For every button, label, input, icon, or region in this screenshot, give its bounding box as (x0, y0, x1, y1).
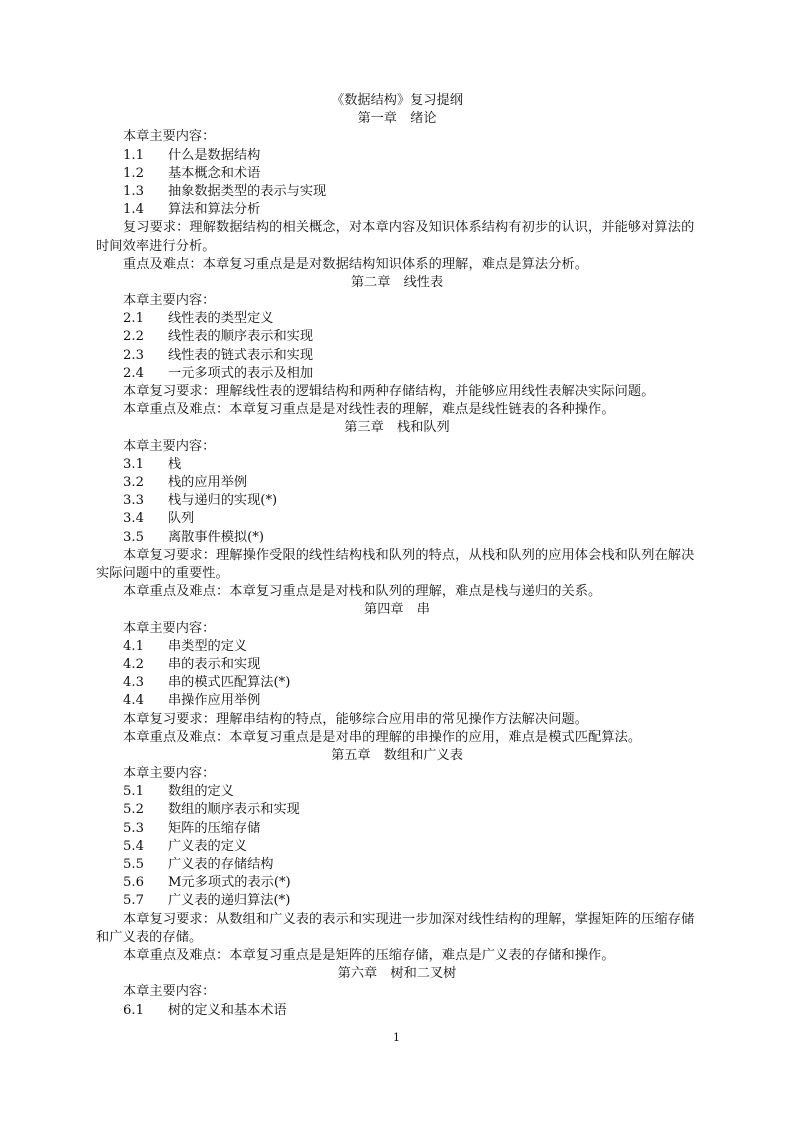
item-number: 5.3 (123, 820, 144, 836)
chapter-heading: 第二章 线性表 (350, 274, 444, 290)
list-item (96, 456, 698, 474)
chapter-intro: 本章主要内容： (123, 293, 216, 309)
list-item (96, 474, 698, 492)
chapter-2 (96, 274, 698, 420)
key-points: 本章重点及难点：本章复习重点是是对串的理解的串操作的应用，难点是模式匹配算法。 (123, 729, 642, 745)
list-item (96, 510, 698, 528)
item-number: 2.3 (123, 347, 144, 363)
item-number: 4.4 (123, 693, 144, 709)
item-text: 广义表的存储结构 (168, 857, 274, 873)
item-number: 3.4 (123, 511, 144, 527)
item-number: 3.2 (123, 475, 144, 491)
list-item (96, 656, 698, 674)
item-number: 1.2 (123, 165, 144, 181)
review-requirement: 本章复习要求：理解线性表的逻辑结构和两种存储结构，并能够应用线性表解决实际问题。 (123, 384, 655, 400)
item-number: 1.4 (123, 202, 144, 218)
chapter-heading: 第一章 绪论 (357, 111, 437, 127)
list-item (96, 201, 698, 219)
chapter-4 (96, 601, 698, 747)
list-item (96, 783, 698, 801)
review-requirement: 本章复习要求：理解串结构的特点，能够综合应用串的常见操作方法解决问题。 (123, 711, 589, 727)
item-text: M元多项式的表示(*) (168, 875, 291, 891)
chapter-heading: 第五章 数组和广义表 (331, 747, 463, 763)
key-points: 重点及难点：本章复习重点是是对数据结构知识体系的理解，难点是算法分析。 (123, 256, 589, 272)
list-item (96, 165, 698, 183)
item-number: 4.1 (123, 638, 144, 654)
item-number: 3.1 (123, 456, 144, 472)
chapter-heading: 第六章 树和二叉树 (337, 966, 457, 982)
list-item (96, 638, 698, 656)
list-item (96, 1002, 698, 1020)
list-item (96, 692, 698, 710)
page-number: 1 (393, 1031, 400, 1044)
item-number: 2.2 (123, 329, 144, 345)
key-points: 本章重点及难点：本章复习重点是是对栈和队列的理解，难点是栈与递归的关系。 (123, 584, 602, 600)
item-text: 算法和算法分析 (168, 202, 261, 218)
item-text: 串操作应用举例 (168, 693, 261, 709)
list-item (96, 838, 698, 856)
list-item (96, 183, 698, 201)
item-text: 串的表示和实现 (168, 656, 261, 672)
list-item (96, 892, 698, 910)
item-text: 一元多项式的表示及相加 (168, 365, 314, 381)
item-text: 线性表的链式表示和实现 (168, 347, 314, 363)
item-number: 6.1 (123, 1002, 144, 1018)
chapter-6 (96, 965, 698, 1020)
review-requirement: 本章复习要求：理解操作受限的线性结构栈和队列的特点，从栈和队列的应用体会栈和队列在解决实际问题中的重要性。 (96, 547, 695, 581)
chapter-intro: 本章主要内容： (123, 766, 216, 782)
chapter-heading: 第三章 栈和队列 (344, 420, 450, 436)
item-text: 线性表的类型定义 (168, 311, 274, 327)
list-item (96, 365, 698, 383)
item-text: 什么是数据结构 (168, 147, 261, 163)
chapter-heading: 第四章 串 (364, 602, 430, 618)
item-number: 1.3 (123, 183, 144, 199)
item-number: 5.7 (123, 893, 144, 909)
item-number: 4.3 (123, 675, 144, 691)
list-item (96, 310, 698, 328)
item-number: 4.2 (123, 656, 144, 672)
list-item (96, 874, 698, 892)
chapter-intro: 本章主要内容： (123, 984, 216, 1000)
list-item (96, 328, 698, 346)
item-text: 栈与递归的实现(*) (168, 493, 278, 509)
item-number: 5.6 (123, 875, 144, 891)
chapter-intro: 本章主要内容： (123, 438, 216, 454)
list-item (96, 492, 698, 510)
item-number: 5.4 (123, 838, 144, 854)
list-item (96, 820, 698, 838)
item-text: 串类型的定义 (168, 638, 248, 654)
item-number: 3.5 (123, 529, 144, 545)
list-item (96, 856, 698, 874)
item-number: 2.1 (123, 311, 144, 327)
list-item (96, 674, 698, 692)
review-requirement: 本章复习要求：从数组和广义表的表示和实现进一步加深对线性结构的理解，掌握矩阵的压缩存储和广义表的存储。 (96, 911, 695, 945)
item-text: 离散事件模拟(*) (168, 529, 265, 545)
item-number: 5.2 (123, 802, 144, 818)
list-item (96, 347, 698, 365)
item-text: 串的模式匹配算法(*) (168, 675, 291, 691)
item-text: 广义表的定义 (168, 838, 248, 854)
item-number: 3.3 (123, 493, 144, 509)
review-requirement: 复习要求：理解数据结构的相关概念，对本章内容及知识体系结构有初步的认识，并能够对算法的时间效率进行分析。 (96, 220, 695, 254)
item-text: 数组的顺序表示和实现 (168, 802, 300, 818)
chapter-5 (96, 747, 698, 965)
item-text: 数组的定义 (168, 784, 234, 800)
list-item (96, 147, 698, 165)
chapter-intro: 本章主要内容： (123, 129, 216, 145)
item-number: 1.1 (123, 147, 144, 163)
list-item (96, 529, 698, 547)
item-number: 2.4 (123, 365, 144, 381)
item-text: 线性表的顺序表示和实现 (168, 329, 314, 345)
chapter-intro: 本章主要内容： (123, 620, 216, 636)
chapter-3 (96, 419, 698, 601)
item-text: 栈 (168, 456, 182, 472)
item-number: 5.1 (123, 784, 144, 800)
item-number: 5.5 (123, 857, 144, 873)
item-text: 队列 (168, 511, 195, 527)
item-text: 栈的应用举例 (168, 475, 248, 491)
key-points: 本章重点及难点：本章复习重点是是对线性表的理解，难点是线性链表的各种操作。 (123, 402, 615, 418)
item-text: 抽象数据类型的表示与实现 (168, 183, 327, 199)
item-text: 基本概念和术语 (168, 165, 261, 181)
item-text: 树的定义和基本术语 (168, 1002, 287, 1018)
chapter-1 (96, 110, 698, 274)
item-text: 矩阵的压缩存储 (168, 820, 261, 836)
item-text: 广义表的递归算法(*) (168, 893, 291, 909)
document-body (96, 92, 698, 1020)
list-item (96, 801, 698, 819)
document-title: 《数据结构》复习提纲 (331, 93, 463, 108)
key-points: 本章重点及难点：本章复习重点是是矩阵的压缩存储，难点是广义表的存储和操作。 (123, 948, 615, 963)
